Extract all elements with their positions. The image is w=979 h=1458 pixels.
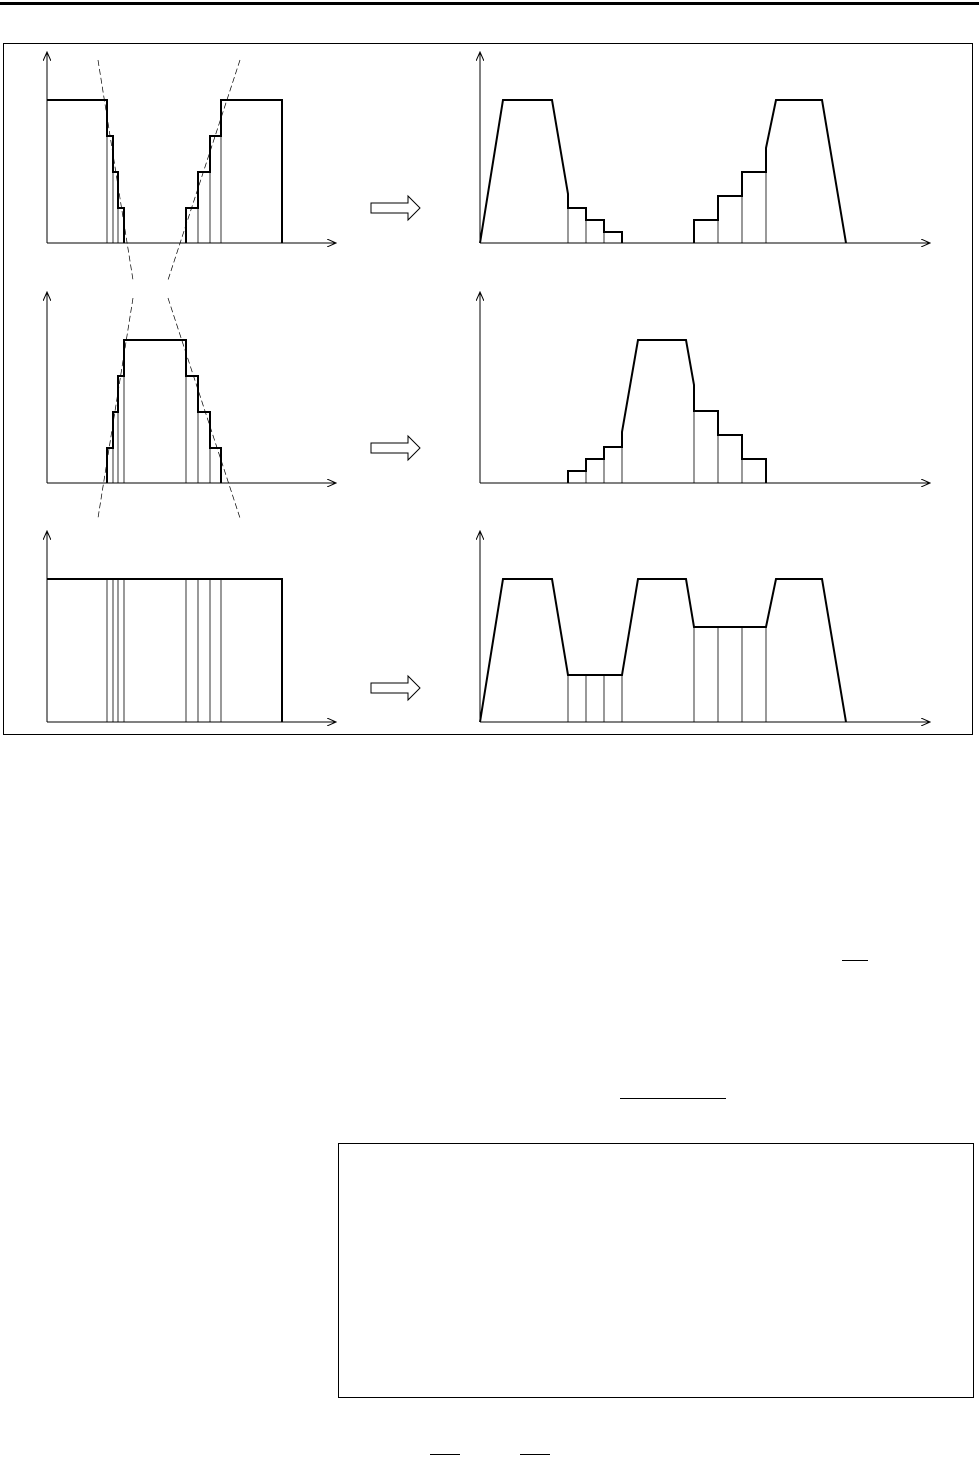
panel-top-left	[47, 52, 336, 243]
panel-top-right	[480, 52, 930, 243]
thin-verticals	[113, 376, 210, 483]
profile-line	[568, 340, 766, 483]
profile-line	[480, 579, 846, 722]
panel-middle-right	[480, 292, 930, 483]
formula-overline	[620, 1098, 726, 1099]
profile-line	[186, 100, 282, 243]
panel-bottom-left	[47, 531, 336, 722]
thin-verticals	[568, 172, 766, 243]
thin-verticals	[107, 579, 221, 722]
panel-middle-left	[47, 292, 336, 483]
panel-bottom-right	[480, 531, 930, 722]
profile-line	[480, 100, 622, 243]
profile-line	[47, 579, 282, 722]
right-arrow-icon	[371, 196, 420, 220]
formula-overline	[520, 1454, 550, 1455]
transform-arrows	[371, 196, 420, 700]
right-arrow-icon	[371, 436, 420, 460]
empty-text-box	[338, 1143, 974, 1398]
formula-overline	[430, 1454, 460, 1455]
right-arrow-icon	[371, 676, 420, 700]
profile-line	[47, 100, 124, 243]
formula-overline	[842, 960, 868, 961]
construction-lines	[98, 60, 240, 518]
profile-line	[694, 100, 846, 243]
